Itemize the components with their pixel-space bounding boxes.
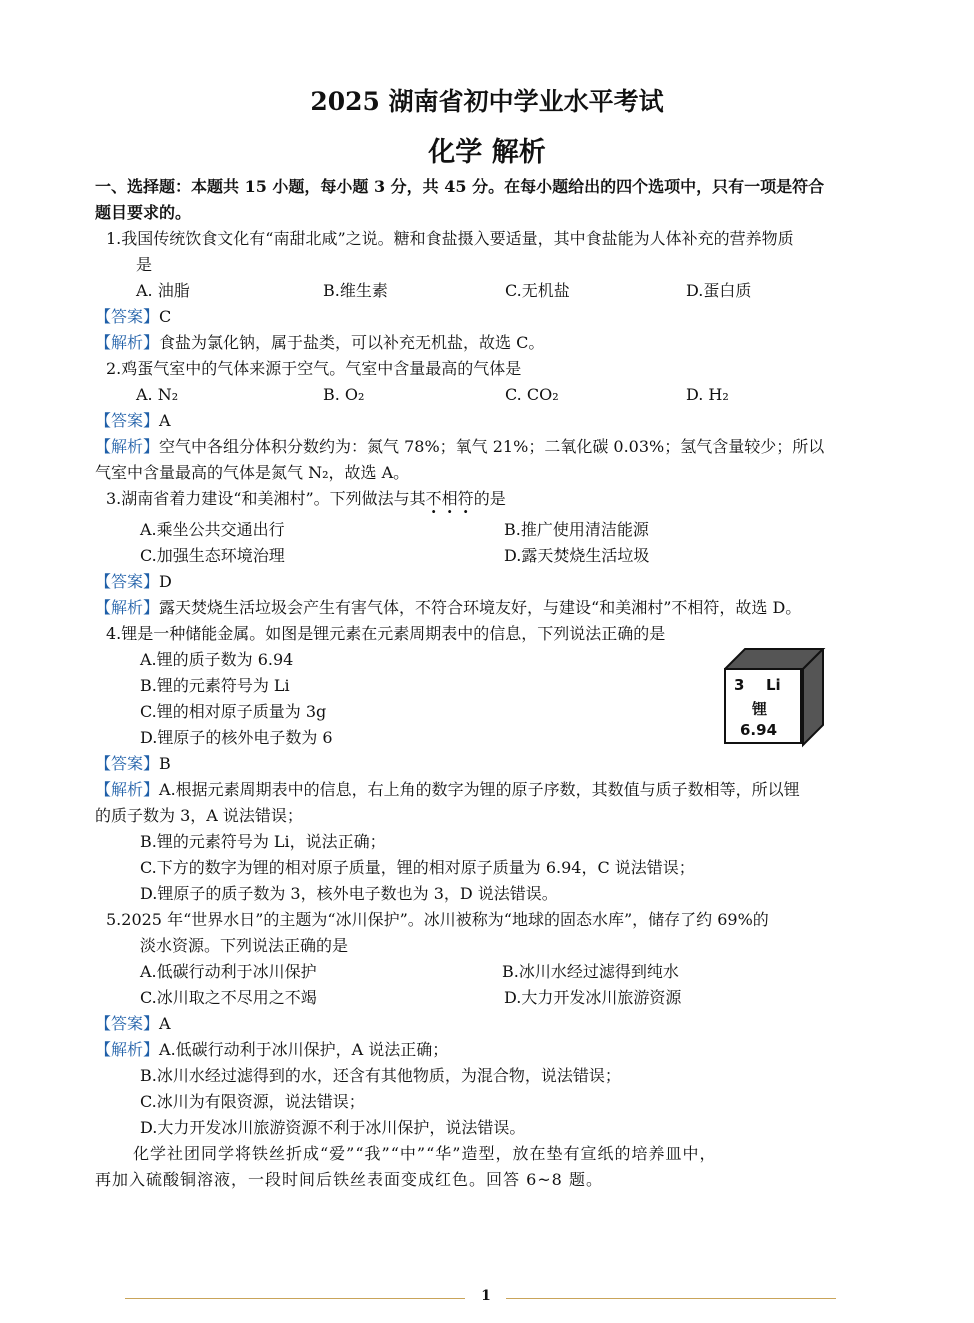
emphasis-char: 不 bbox=[425, 489, 442, 508]
q2-option-d: D. H₂ bbox=[686, 385, 729, 404]
footer-rule-right bbox=[506, 1298, 836, 1299]
answer-label: 【答案】 bbox=[95, 1014, 160, 1033]
q3-stem-post: 的是 bbox=[473, 489, 506, 508]
q3-option-b: B.推广使用清洁能源 bbox=[504, 520, 649, 539]
q5-analysis-text: A.低碳行动利于冰川保护，A 说法正确； bbox=[159, 1040, 449, 1059]
q4-option-c: C.锂的相对原子质量为 3g bbox=[140, 702, 327, 721]
q5-analysis-line2: B.冰川水经过滤得到的水，还含有其他物质，为混合物，说法错误； bbox=[140, 1066, 621, 1085]
element-cell-front bbox=[724, 668, 802, 744]
q3-stem-pre: 3.湖南省着力建设“和美湘村”。下列做法与其 bbox=[106, 489, 426, 508]
page-number: 1 bbox=[481, 1288, 491, 1304]
q4-answer-value: B bbox=[159, 754, 171, 773]
group-intro-line2: 再加入硫酸铜溶液，一段时间后铁丝表面变成红色。回答 6~8 题。 bbox=[95, 1170, 603, 1189]
q2-option-c: C. CO₂ bbox=[505, 385, 559, 404]
q2-option-b: B. O₂ bbox=[323, 385, 365, 404]
q5-answer bbox=[95, 1013, 171, 1035]
q1-stem: 1.我国传统饮食文化有“南甜北咸”之说。糖和食盐摄入要适量，其中食盐能为人体补充的营养物质 bbox=[106, 229, 794, 248]
q1-stem-cont: 是 bbox=[136, 255, 153, 274]
q4-option-a: A.锂的质子数为 6.94 bbox=[140, 650, 294, 669]
q2-answer-value: A bbox=[159, 411, 171, 430]
element-symbol: Li bbox=[766, 676, 781, 694]
element-cell-lithium bbox=[724, 648, 826, 748]
q2-stem: 2.鸡蛋气室中的气体来源于空气。气室中含量最高的气体是 bbox=[106, 359, 522, 378]
analysis-label: 【解析】 bbox=[95, 780, 160, 799]
q3-option-a: A.乘坐公共交通出行 bbox=[140, 520, 285, 539]
q5-answer-value: A bbox=[159, 1014, 171, 1033]
footer-rule-left bbox=[125, 1298, 465, 1299]
q1-answer bbox=[95, 306, 171, 328]
emphasis-char: 相 bbox=[441, 489, 458, 508]
q4-stem: 4.锂是一种储能金属。如图是锂元素在元素周期表中的信息，下列说法正确的是 bbox=[106, 624, 666, 643]
q4-analysis-line2: 的质子数为 3，A 说法错误； bbox=[95, 806, 303, 825]
q3-answer bbox=[95, 571, 172, 593]
q5-analysis-line4: D.大力开发冰川旅游资源不利于冰川保护，说法错误。 bbox=[140, 1118, 526, 1137]
q1-analysis bbox=[95, 332, 544, 354]
q4-answer bbox=[95, 753, 171, 775]
atomic-mass: 6.94 bbox=[740, 721, 778, 739]
analysis-label: 【解析】 bbox=[95, 1040, 160, 1059]
q2-option-a: A. N₂ bbox=[136, 385, 179, 404]
q4-analysis bbox=[95, 779, 800, 801]
q5-analysis-line3: C.冰川为有限资源，说法错误； bbox=[140, 1092, 365, 1111]
q3-analysis bbox=[95, 597, 801, 619]
q3-answer-value: D bbox=[159, 572, 172, 591]
q1-option-a: A. 油脂 bbox=[136, 281, 190, 300]
q4-analysis-text: A.根据元素周期表中的信息，右上角的数字为锂的原子序数，其数值与质子数相等，所以锂 bbox=[159, 780, 800, 799]
emphasis-char: 符 bbox=[457, 489, 474, 508]
q2-answer bbox=[95, 410, 171, 432]
atomic-number: 3 bbox=[734, 676, 745, 694]
q5-option-a: A.低碳行动利于冰川保护 bbox=[140, 962, 317, 981]
answer-label: 【答案】 bbox=[95, 411, 160, 430]
q4-option-d: D.锂原子的核外电子数为 6 bbox=[140, 728, 333, 747]
analysis-label: 【解析】 bbox=[95, 333, 160, 352]
q1-option-b: B.维生素 bbox=[323, 281, 388, 300]
element-name: 锂 bbox=[752, 700, 768, 718]
page-subtitle: 化学 解析 bbox=[428, 137, 546, 168]
analysis-label: 【解析】 bbox=[95, 437, 160, 456]
q1-answer-value: C bbox=[159, 307, 172, 326]
q4-analysis-line4: C.下方的数字为锂的相对原子质量，锂的相对原子质量为 6.94，C 说法错误； bbox=[140, 858, 695, 877]
section-heading-line1: 一、选择题：本题共 15 小题，每小题 3 分，共 45 分。在每小题给出的四个选项中，只有一项是符合 bbox=[95, 177, 825, 196]
group-intro-line1: 化学社团同学将铁丝折成“爱”“我”“中”“华”造型，放在垫有宣纸的培养皿中， bbox=[133, 1144, 717, 1163]
q2-analysis-text: 空气中各组分体积分数约为：氮气 78%；氧气 21%；二氧化碳 0.03%；氢气含量较少；所以 bbox=[159, 437, 825, 456]
q1-option-c: C.无机盐 bbox=[505, 281, 570, 300]
q4-analysis-line3: B.锂的元素符号为 Li，说法正确； bbox=[140, 832, 386, 851]
page-title: 2025 湖南省初中学业水平考试 bbox=[310, 87, 664, 116]
q5-option-c: C.冰川取之不尽用之不竭 bbox=[140, 988, 317, 1007]
q5-option-b: B.冰川水经过滤得到纯水 bbox=[502, 962, 679, 981]
section-heading-line2: 题目要求的。 bbox=[95, 203, 192, 222]
analysis-label: 【解析】 bbox=[95, 598, 160, 617]
q3-option-d: D.露天焚烧生活垃圾 bbox=[504, 546, 650, 565]
q1-option-d: D.蛋白质 bbox=[686, 281, 752, 300]
q5-stem: 5.2025 年“世界水日”的主题为“冰川保护”。冰川被称为“地球的固态水库”，储存了约 69%的 bbox=[106, 910, 769, 929]
q2-analysis bbox=[95, 436, 824, 458]
q4-option-b: B.锂的元素符号为 Li bbox=[140, 676, 290, 695]
q4-analysis-line5: D.锂原子的质子数为 3，核外电子数也为 3，D 说法错误。 bbox=[140, 884, 558, 903]
q3-stem bbox=[106, 488, 506, 510]
q3-option-c: C.加强生态环境治理 bbox=[140, 546, 285, 565]
q2-analysis-cont: 气室中含量最高的气体是氮气 N₂，故选 A。 bbox=[95, 463, 410, 482]
q5-option-d: D.大力开发冰川旅游资源 bbox=[504, 988, 682, 1007]
q1-analysis-text: 食盐为氯化钠，属于盐类，可以补充无机盐，故选 C。 bbox=[159, 333, 545, 352]
answer-label: 【答案】 bbox=[95, 307, 160, 326]
q5-stem-cont: 淡水资源。下列说法正确的是 bbox=[140, 936, 349, 955]
q5-analysis bbox=[95, 1039, 448, 1061]
q3-analysis-text: 露天焚烧生活垃圾会产生有害气体，不符合环境友好，与建设“和美湘村”不相符，故选 D。 bbox=[159, 598, 802, 617]
answer-label: 【答案】 bbox=[95, 572, 160, 591]
answer-label: 【答案】 bbox=[95, 754, 160, 773]
